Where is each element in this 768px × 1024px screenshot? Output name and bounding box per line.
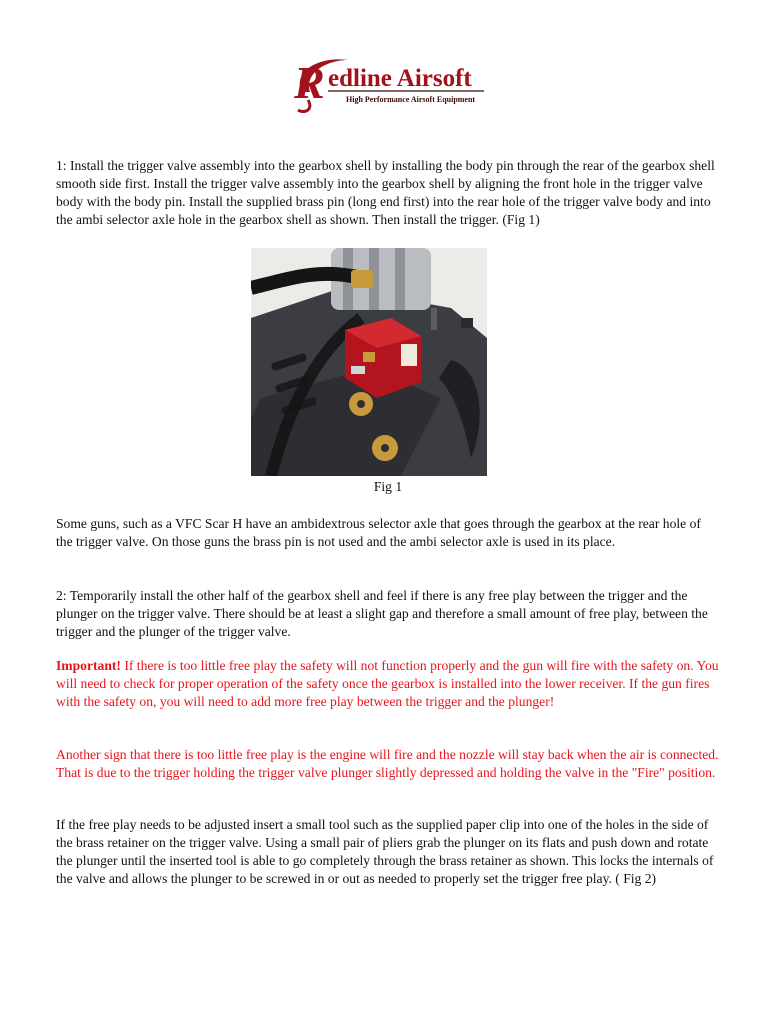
scar-note-paragraph: Some guns, such as a VFC Scar H have an ambidextrous selector axle that goes through the gearbox at the rear hole of the trigger valve. On those guns the brass pin is not used and the ambi selector axle is used in its place. [56, 516, 701, 549]
trigger-valve-photo-graphic [251, 248, 487, 476]
logo-graphic [288, 52, 488, 114]
another-sign-paragraph: Another sign that there is too little free play is the engine will fire and the nozzle will stay back when the air is connected. That is due to the trigger holding the trigger valve plunger slightly depressed and holding the valve in the "Fire" position. [56, 747, 719, 780]
logo-r-letter: R [294, 57, 325, 108]
step-2-paragraph: 2: Temporarily install the other half of the gearbox shell and feel if there is any free play between the trigger and the plunger on the trigger valve. There should be at least a slight gap and therefore a small amount of free play, between the trigger and the plunger of the trigger valve. [56, 588, 708, 639]
figure-1-photo [251, 248, 487, 476]
figure-1-caption: Fig 1 [373, 479, 403, 494]
important-text: If there is too little free play the safety will not function properly and the gun will fire with the safety on. You will need to check for proper operation of the safety once the gearbox is installed into the lower receiver. If the gun fires with the safety on, you will need to add more free play between the trigger and the plunger! [56, 658, 719, 709]
redline-airsoft-logo [288, 52, 488, 114]
logo-brand-text: edline Airsoft [328, 65, 472, 92]
adjust-free-play-paragraph: If the free play needs to be adjusted insert a small tool such as the supplied paper clip into one of the holes in the side of the brass retainer on the trigger valve. Using a small pair of pliers grab the plunger on its flats and push down and rotate the plunger until the inserted tool is able to go completely through the brass retainer as shown. This locks the internals of the valve and allows the plunger to be screwed in or out as needed to properly set the trigger free play. ( Fig 2) [56, 817, 714, 886]
logo-tagline-text: High Performance Airsoft Equipment [346, 95, 476, 104]
important-label: Important! [56, 658, 121, 673]
step-1-paragraph: 1: Install the trigger valve assembly into the gearbox shell by installing the body pin through the rear of the gearbox shell smooth side first. Install the trigger valve assembly into the gearbox shell by aligning the front hole in the trigger valve body with the body pin. Install the supplied brass pin (long end first) into the rear hole of the trigger valve body and into the ambi selector axle hole in the gearbox shell as shown. Then install the trigger. (Fig 1) [56, 158, 715, 227]
important-warning-paragraph [56, 657, 720, 711]
